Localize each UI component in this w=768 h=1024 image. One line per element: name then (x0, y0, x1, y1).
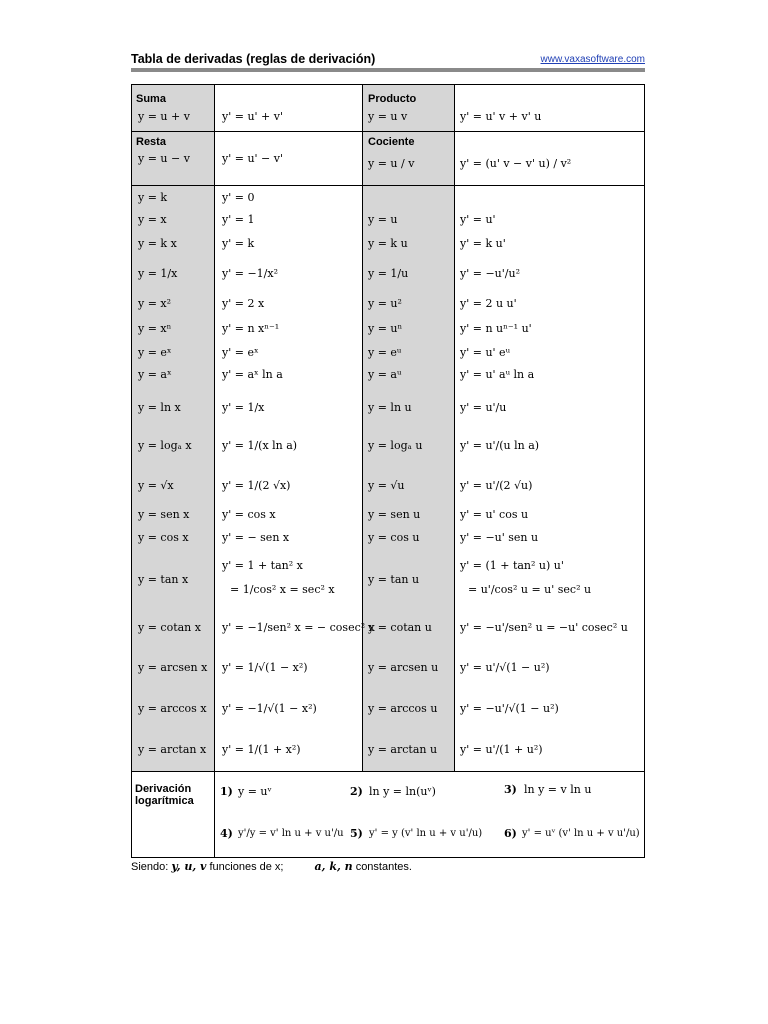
derivative-u: y' = u'/(u ln a) (460, 439, 540, 452)
log-item-formula: y' = y (v' ln u + v u'/u) (369, 828, 483, 839)
formula-u: y = k u (368, 237, 408, 250)
formula-u: y = arccos u (368, 702, 438, 715)
column-line (214, 85, 215, 771)
derivative-u: y' = u'/(2 √u) (460, 479, 533, 492)
rule-line (132, 131, 645, 132)
derivative-u: y' = u' eᵘ (460, 346, 510, 359)
formula-x: y = xⁿ (138, 322, 172, 335)
derivative-x: y' = 1/(x ln a) (222, 439, 298, 452)
column-line (214, 771, 215, 858)
rule-cociente-derivative: y' = (u' v − v' u) / v² (460, 157, 572, 170)
footnote (131, 860, 412, 873)
rule-label-cociente: Cociente (368, 136, 415, 148)
formula-u: y = ln u (368, 401, 412, 414)
formula-u: y = u (368, 213, 398, 226)
formula-x: y = cos x (138, 531, 189, 544)
derivative-x: y' = aˣ ln a (222, 368, 283, 381)
formula-u: y = sen u (368, 508, 421, 521)
derivative-u: y' = u' (460, 213, 496, 226)
formula-x: y = k (138, 191, 168, 204)
formula-x: y = tan x (138, 573, 189, 586)
formula-u: y = cotan u (368, 621, 432, 634)
rule-resta-function: y = u − v (138, 152, 190, 165)
log-item-number: 2) (350, 785, 363, 798)
derivative-u: y' = u' aᵘ ln a (460, 368, 535, 381)
log-item-number: 6) (504, 827, 517, 840)
formula-u: y = uⁿ (368, 322, 403, 335)
derivative-u: y' = u'/(1 + u²) (460, 743, 543, 756)
rule-line (132, 771, 645, 772)
formula-x: y = x² (138, 297, 172, 310)
rule-producto-derivative: y' = u' v + v' u (460, 110, 542, 123)
log-item-formula: y = uᵛ (238, 785, 272, 798)
formula-x: y = arccos x (138, 702, 207, 715)
formula-u: y = tan u (368, 573, 420, 586)
log-item-formula: y'/y = v' ln u + v u'/u (238, 828, 344, 839)
derivative-x: y' = −1/x² (222, 267, 278, 280)
derivative-x: y' = n xⁿ⁻¹ (222, 322, 280, 335)
formula-u: y = u² (368, 297, 402, 310)
derivative-x: y' = eˣ (222, 346, 259, 359)
log-item-number: 3) (504, 783, 517, 796)
derivative-u: y' = −u' sen u (460, 531, 539, 544)
derivative-u: y' = −u'/sen² u = −u' cosec² u (460, 621, 628, 634)
derivative-x: y' = −1/sen² x = − cosec² x (222, 621, 375, 634)
rule-line (132, 185, 645, 186)
log-item-number: 4) (220, 827, 233, 840)
formula-x: y = arctan x (138, 743, 207, 756)
formula-u: y = arcsen u (368, 661, 439, 674)
derivative-u-line2: = u'/cos² u = u' sec² u (468, 583, 592, 596)
derivative-u: y' = u' cos u (460, 508, 529, 521)
formula-x: y = aˣ (138, 368, 172, 381)
log-item-number: 1) (220, 785, 233, 798)
rule-suma-function: y = u + v (138, 110, 190, 123)
rule-label-suma: Suma (136, 93, 166, 105)
derivative-u: y' = (1 + tan² u) u' (460, 559, 564, 572)
derivative-x: y' = −1/√(1 − x²) (222, 702, 317, 715)
derivative-u: y' = u'/√(1 − u²) (460, 661, 550, 674)
header-rule (131, 68, 645, 72)
log-item-formula: y' = uᵛ (v' ln u + v u'/u) (522, 828, 640, 839)
document-title: Tabla de derivadas (reglas de derivación) (131, 52, 376, 66)
formula-u: y = √u (368, 479, 405, 492)
formula-x: y = k x (138, 237, 177, 250)
formula-x: y = 1/x (138, 267, 178, 280)
rule-suma-derivative: y' = u' + v' (222, 110, 284, 123)
derivative-u: y' = −u'/√(1 − u²) (460, 702, 559, 715)
rule-producto-function: y = u v (368, 110, 408, 123)
formula-u: y = eᵘ (368, 346, 402, 359)
formula-x: y = cotan x (138, 621, 201, 634)
formula-u: y = logₐ u (368, 439, 423, 452)
derivative-u: y' = u'/u (460, 401, 507, 414)
formula-u: y = 1/u (368, 267, 409, 280)
formula-x: y = ln x (138, 401, 181, 414)
footnote-prefix: Siendo: (131, 861, 169, 873)
derivative-x: y' = 1/(2 √x) (222, 479, 291, 492)
derivative-x: y' = − sen x (222, 531, 290, 544)
formula-x: y = eˣ (138, 346, 172, 359)
footnote-suffix: constantes. (355, 861, 412, 873)
derivative-u: y' = k u' (460, 237, 506, 250)
footnote-mid: funciones de x; (209, 861, 284, 873)
formula-u: y = aᵘ (368, 368, 402, 381)
derivative-x: y' = cos x (222, 508, 276, 521)
footnote-constants: a, k, n (314, 860, 353, 873)
formula-x: y = logₐ x (138, 439, 192, 452)
derivative-x: y' = 0 (222, 191, 255, 204)
formula-x: y = √x (138, 479, 174, 492)
column-line (454, 85, 455, 771)
column-line (362, 85, 363, 771)
derivative-x-line2: = 1/cos² x = sec² x (230, 583, 335, 596)
log-item-formula: ln y = ln(uᵛ) (369, 785, 436, 798)
derivative-x: y' = 1/x (222, 401, 265, 414)
formula-u: y = arctan u (368, 743, 438, 756)
derivative-u: y' = 2 u u' (460, 297, 517, 310)
log-item-number: 5) (350, 827, 363, 840)
derivative-x: y' = 1 (222, 213, 255, 226)
rule-resta-derivative: y' = u' − v' (222, 152, 284, 165)
log-item-formula: ln y = v ln u (524, 783, 592, 796)
page-header (131, 50, 645, 72)
formula-x: y = sen x (138, 508, 190, 521)
derivative-x: y' = 1/(1 + x²) (222, 743, 301, 756)
rule-label-resta: Resta (136, 136, 166, 148)
log-diff-label: Derivación logarítmica (135, 783, 194, 807)
website-link[interactable]: www.vaxasoftware.com (540, 54, 645, 65)
rule-cociente-function: y = u / v (368, 157, 415, 170)
derivative-x: y' = 1 + tan² x (222, 559, 303, 572)
derivative-u: y' = n uⁿ⁻¹ u' (460, 322, 532, 335)
footnote-variables: y, u, v (171, 860, 207, 873)
rule-label-producto: Producto (368, 93, 417, 105)
derivative-u: y' = −u'/u² (460, 267, 520, 280)
formula-x: y = x (138, 213, 167, 226)
derivative-x: y' = k (222, 237, 255, 250)
formula-u: y = cos u (368, 531, 420, 544)
derivative-x: y' = 1/√(1 − x²) (222, 661, 308, 674)
formula-x: y = arcsen x (138, 661, 208, 674)
derivatives-table (131, 84, 645, 858)
derivative-x: y' = 2 x (222, 297, 265, 310)
